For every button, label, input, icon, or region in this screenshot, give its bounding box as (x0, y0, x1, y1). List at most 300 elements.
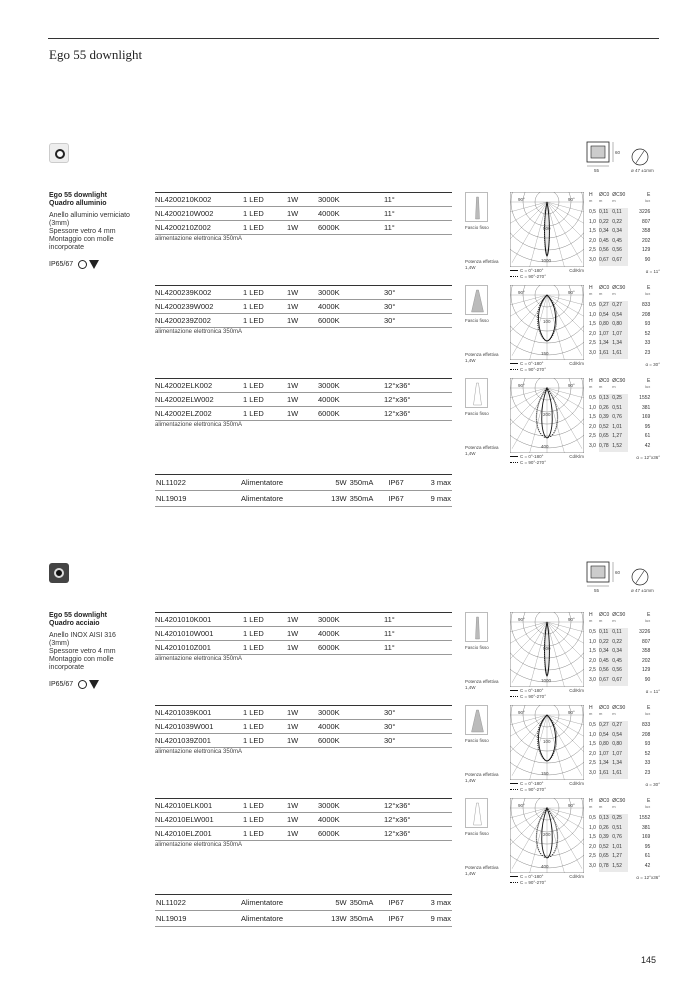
phot-cell: 1,52 (612, 862, 628, 872)
phot-cell: 0,27 (612, 721, 628, 731)
phot-cell: 0,11 (599, 628, 612, 638)
phot-cell: 1,61 (612, 349, 628, 359)
phot-cell: 0,54 (599, 731, 612, 741)
polar-scale-inner: 200 (543, 412, 551, 417)
product-row (155, 379, 452, 393)
phot-cell: 0,34 (612, 227, 628, 237)
phot-cell: 1,34 (599, 759, 612, 769)
cell-cct: 4000K (318, 720, 384, 734)
phot-cell: 90 (644, 256, 651, 263)
unit-e: lux (645, 198, 651, 203)
unit-c90: m (612, 291, 616, 296)
product-row (155, 286, 452, 300)
cell-cct: 3000K (318, 613, 384, 627)
lens-ring-icon (54, 568, 64, 578)
polar-angle-right: 90° (568, 383, 575, 388)
legend-dotted-swatch (510, 462, 518, 463)
dimension-drawing (585, 558, 665, 598)
cell-cct: 3000K (318, 706, 384, 720)
photometric-table (589, 285, 653, 359)
cell-beam: 12°x36° (384, 379, 452, 393)
cell-pw: 1W (287, 641, 318, 655)
col-c0: ØC0 (598, 798, 610, 804)
cell-beam: 12°x36° (384, 799, 452, 813)
phot-row (589, 349, 653, 359)
cell-beam: 12°x36° (384, 827, 452, 841)
phot-cell: 202 (641, 237, 651, 244)
cell-pw: 1W (287, 813, 318, 827)
unit-c0: m (598, 198, 603, 203)
col-e: E (646, 192, 651, 198)
col-e: E (646, 612, 651, 618)
phot-row (589, 721, 653, 731)
page-number: 145 (641, 955, 657, 965)
legend-c90 (510, 274, 584, 280)
unit-e: lux (645, 384, 651, 389)
phot-row (589, 237, 653, 247)
cd-unit: Cd/Klm (569, 874, 584, 879)
col-c0: ØC0 (598, 192, 610, 198)
certification-triangle-icon (89, 680, 99, 689)
phot-cell: 0,56 (612, 246, 628, 256)
cell-pw: 1W (287, 627, 318, 641)
cell-cct: 6000K (318, 407, 384, 421)
phot-cell: 0,22 (612, 638, 628, 648)
cutout-diameter-mark (636, 571, 644, 583)
polar-scale-inner: 100 (543, 319, 551, 324)
phot-cell: 52 (644, 330, 651, 337)
cell-beam: 30° (384, 720, 452, 734)
polar-scale-outer: 400 (541, 864, 549, 869)
page-title: Ego 55 downlight (49, 47, 143, 62)
phot-cell: 1,0 (589, 824, 596, 831)
unit-c90: m (612, 804, 616, 809)
phot-cell: 0,34 (599, 647, 612, 657)
legend-dotted-swatch (510, 369, 518, 370)
top-rule (48, 38, 659, 39)
phot-cell: 0,51 (612, 404, 628, 414)
legend-c90-text: C = 90°-270° (520, 460, 546, 465)
beam-shape-icon (465, 378, 488, 408)
unit-e: lux (645, 711, 651, 716)
cell-code: NL42010ELW001 (155, 813, 243, 827)
accessory-row (155, 895, 452, 911)
cell-code: NL42010ELZ001 (155, 827, 243, 841)
polar-angle-right: 90° (568, 803, 575, 808)
cell-beam: 12°x36° (384, 407, 452, 421)
col-c90: ØC90 (612, 378, 626, 384)
beam-angle-note: α = 11° (645, 269, 660, 274)
acc-power: 13W (322, 491, 347, 507)
legend-solid-swatch (510, 270, 518, 271)
cell-cct: 4000K (318, 207, 384, 221)
legend-dotted-swatch (510, 696, 518, 697)
cell-cct: 4000K (318, 813, 384, 827)
phot-cell: 0,27 (599, 301, 612, 311)
phot-cell: 2,5 (589, 247, 596, 254)
col-h: H (589, 285, 593, 291)
cell-code: NL4200239Z002 (155, 314, 243, 328)
unit-c90: m (612, 711, 616, 716)
legend-dotted-swatch (510, 276, 518, 277)
product-row (155, 613, 452, 627)
cell-code: NL4200239K002 (155, 286, 243, 300)
power-label-text: Potenza effettiva (465, 772, 499, 777)
cell-cct: 4000K (318, 393, 384, 407)
certification-circle-icon (78, 680, 87, 689)
polar-angle-left: 90° (518, 617, 525, 622)
description-line: incorporate (49, 244, 85, 251)
phot-row (589, 628, 653, 638)
cell-pw: 1W (287, 734, 318, 748)
phot-cell: 0,45 (599, 657, 612, 667)
phot-row (589, 218, 653, 228)
supply-note: alimentazione elettronica 350mA (155, 656, 243, 662)
beam-cone (472, 290, 484, 312)
col-h: H (589, 798, 593, 804)
product-subtitle: Quadro alluminio (49, 200, 107, 207)
phot-cell: 0,56 (599, 666, 612, 676)
phot-cell: 3,0 (589, 349, 596, 356)
acc-code: NL19019 (155, 491, 240, 507)
phot-cell: 1,5 (589, 321, 596, 328)
photometric-table (589, 798, 653, 872)
acc-current: 350mA (348, 475, 388, 491)
phot-cell: 0,52 (599, 423, 612, 433)
power-label (465, 679, 498, 690)
photometric-table (589, 192, 653, 266)
polar-svg (510, 798, 584, 873)
phot-row (589, 432, 653, 442)
polar-scale-outer: 400 (541, 444, 549, 449)
cell-cct: 3000K (318, 193, 384, 207)
supply-note: alimentazione elettronica 350mA (155, 749, 243, 755)
cell-code: NL42002ELZ002 (155, 407, 243, 421)
accessories-table (155, 474, 452, 507)
acc-current: 350mA (348, 911, 388, 927)
phot-cell: 0,67 (612, 256, 628, 266)
cell-code: NL42002ELK002 (155, 379, 243, 393)
beam-shape-svg (466, 193, 489, 223)
polar-angle-right: 90° (568, 710, 575, 715)
phot-cell: 0,45 (599, 237, 612, 247)
cell-pw: 1W (287, 379, 318, 393)
polar-angle-left: 90° (518, 290, 525, 295)
cell-beam: 30° (384, 706, 452, 720)
phot-units (589, 804, 653, 810)
cell-pw: 1W (287, 799, 318, 813)
phot-cell: 23 (644, 349, 651, 356)
polar-svg (510, 378, 584, 453)
polar-diagram (510, 705, 584, 785)
unit-h: m (589, 711, 593, 716)
cell-code: NL4200210W002 (155, 207, 243, 221)
legend-c0-text: C = 0°-180° (520, 874, 544, 879)
description-line: (3mm) (49, 640, 70, 647)
phot-cell: 0,45 (612, 237, 628, 247)
photometric-table (589, 378, 653, 452)
phot-cell: 2,5 (589, 433, 596, 440)
width-dim-label: 55 (594, 588, 600, 593)
cell-beam: 11° (384, 193, 452, 207)
cell-cct: 4000K (318, 300, 384, 314)
polar-legend (510, 781, 584, 793)
unit-c90: m (612, 198, 616, 203)
cell-cct: 6000K (318, 641, 384, 655)
product-thumbnail (49, 143, 69, 163)
phot-cell: 1,5 (589, 834, 596, 841)
phot-cell: 3,0 (589, 862, 596, 869)
cell-code: NL4201010W001 (155, 627, 243, 641)
polar-diagram (510, 192, 584, 272)
cell-leds: 1 LED (243, 393, 287, 407)
product-subtitle: Quadro acciaio (49, 620, 100, 627)
product-info (49, 612, 149, 689)
phot-cell: 33 (644, 340, 651, 347)
phot-cell: 0,54 (599, 311, 612, 321)
phot-cell: 93 (644, 321, 651, 328)
cell-pw: 1W (287, 300, 318, 314)
unit-e: lux (645, 804, 651, 809)
polar-legend (510, 268, 584, 280)
phot-row (589, 833, 653, 843)
cd-unit: Cd/Klm (569, 688, 584, 693)
cd-unit: Cd/Klm (569, 361, 584, 366)
beam-shape-icon (465, 192, 488, 222)
beam-angle-note: α = 30° (645, 362, 660, 367)
cell-pw: 1W (287, 827, 318, 841)
acc-power: 13W (322, 911, 347, 927)
unit-h: m (589, 198, 593, 203)
col-c0: ØC0 (598, 705, 610, 711)
power-label-text: Potenza effettiva (465, 679, 499, 684)
cell-pw: 1W (287, 706, 318, 720)
phot-row (589, 311, 653, 321)
power-label (465, 259, 498, 270)
phot-cell: 0,25 (612, 814, 628, 824)
phot-cell: 2,0 (589, 423, 596, 430)
phot-cell: 381 (641, 404, 651, 411)
beam-shape-svg (466, 379, 489, 409)
accessory-row (155, 475, 452, 491)
phot-cell: 95 (644, 423, 651, 430)
phot-cell: 1,0 (589, 731, 596, 738)
phot-cell: 2,0 (589, 657, 596, 664)
col-c90: ØC90 (612, 798, 626, 804)
cell-beam: 11° (384, 207, 452, 221)
phot-cell: 2,5 (589, 667, 596, 674)
accessory-row (155, 911, 452, 927)
unit-c0: m (598, 384, 603, 389)
fixture-body (591, 146, 605, 158)
polar-angle-right: 90° (568, 617, 575, 622)
phot-cell: 0,78 (599, 862, 612, 872)
phot-cell: 0,11 (612, 208, 628, 218)
phot-cell: 42 (644, 862, 651, 869)
cd-unit: Cd/Klm (569, 454, 584, 459)
cell-leds: 1 LED (243, 799, 287, 813)
cell-pw: 1W (287, 207, 318, 221)
product-row (155, 720, 452, 734)
phot-cell: 1,01 (612, 843, 628, 853)
legend-dotted-swatch (510, 789, 518, 790)
acc-max: 3 max (424, 475, 452, 491)
col-c0: ØC0 (598, 378, 610, 384)
ip-rating-line (49, 260, 149, 269)
phot-cell: 1,0 (589, 404, 596, 411)
polar-scale-inner: 200 (543, 832, 551, 837)
beam-shape-svg (466, 286, 489, 316)
cell-cct: 6000K (318, 314, 384, 328)
phot-row (589, 339, 653, 349)
legend-c0-text: C = 0°-180° (520, 454, 544, 459)
col-e: E (646, 378, 651, 384)
photometric-table (589, 612, 653, 686)
cell-leds: 1 LED (243, 314, 287, 328)
ip-rating: IP65/67 (49, 261, 74, 268)
phot-cell: 3,0 (589, 256, 596, 263)
polar-svg (510, 705, 584, 780)
cell-leds: 1 LED (243, 641, 287, 655)
cell-pw: 1W (287, 221, 318, 235)
phot-row (589, 246, 653, 256)
phot-units (589, 291, 653, 297)
phot-cell: 1,07 (612, 330, 628, 340)
dimension-svg (585, 558, 665, 598)
col-h: H (589, 378, 593, 384)
lens-ring-icon (55, 149, 65, 159)
phot-cell: 0,5 (589, 302, 596, 308)
fixed-beam-label: Fascio fisso (465, 645, 489, 650)
phot-row (589, 256, 653, 266)
phot-cell: 807 (641, 218, 651, 225)
legend-c0-text: C = 0°-180° (520, 781, 544, 786)
product-info (49, 192, 149, 269)
legend-c0-text: C = 0°-180° (520, 688, 544, 693)
phot-cell: 0,52 (599, 843, 612, 853)
power-value: 1,4W (465, 264, 476, 270)
cell-leds: 1 LED (243, 407, 287, 421)
phot-cell: 1,34 (612, 339, 628, 349)
cell-beam: 12°x36° (384, 813, 452, 827)
phot-row (589, 676, 653, 686)
phot-cell: 2,5 (589, 853, 596, 860)
acc-power: 5W (322, 475, 347, 491)
cell-beam: 30° (384, 314, 452, 328)
legend-c90-text: C = 90°-270° (520, 880, 546, 885)
phot-cell: 90 (644, 676, 651, 683)
phot-cell: 0,27 (599, 721, 612, 731)
phot-cell: 0,54 (612, 731, 628, 741)
phot-cell: 1,0 (589, 218, 596, 225)
product-code-table (155, 705, 452, 748)
phot-cell: 2,0 (589, 330, 596, 337)
phot-cell: 208 (641, 311, 651, 318)
beam-shape-svg (466, 613, 489, 643)
phot-row (589, 824, 653, 834)
unit-h: m (589, 804, 593, 809)
product-row (155, 393, 452, 407)
col-c0: ØC0 (598, 285, 610, 291)
beam-cone (472, 710, 484, 732)
phot-cell: 0,34 (612, 647, 628, 657)
phot-cell: 358 (641, 228, 651, 235)
cell-code: NL4201010Z001 (155, 641, 243, 655)
phot-cell: 1,5 (589, 648, 596, 655)
cell-pw: 1W (287, 193, 318, 207)
phot-cell: 0,22 (599, 218, 612, 228)
cell-code: NL4201039K001 (155, 706, 243, 720)
phot-cell: 1,5 (589, 741, 596, 748)
product-row (155, 407, 452, 421)
phot-cell: 3226 (639, 209, 651, 215)
phot-cell: 833 (641, 722, 651, 728)
acc-current: 350mA (348, 895, 388, 911)
cell-pw: 1W (287, 286, 318, 300)
phot-cell: 1,07 (599, 750, 612, 760)
legend-c90-text: C = 90°-270° (520, 694, 546, 699)
cutout-diameter-mark (636, 151, 644, 163)
beam-shape-svg (466, 706, 489, 736)
cell-pw: 1W (287, 613, 318, 627)
phot-cell: 1,61 (599, 349, 612, 359)
phot-cell: 2,0 (589, 237, 596, 244)
phot-cell: 0,76 (612, 833, 628, 843)
phot-cell: 42 (644, 442, 651, 449)
phot-cell: 3,0 (589, 442, 596, 449)
cell-pw: 1W (287, 393, 318, 407)
polar-angle-right: 90° (568, 290, 575, 295)
legend-solid-swatch (510, 690, 518, 691)
phot-cell: 1,52 (612, 442, 628, 452)
description-line: Anello INOX AISI 316 (49, 632, 116, 639)
supply-note: alimentazione elettronica 350mA (155, 329, 243, 335)
cell-leds: 1 LED (243, 627, 287, 641)
width-dim-label: 55 (594, 168, 600, 173)
unit-c90: m (612, 384, 616, 389)
phot-cell: 0,11 (599, 208, 612, 218)
cell-cct: 3000K (318, 799, 384, 813)
beam-angle-note: α = 11° (645, 689, 660, 694)
col-h: H (589, 612, 593, 618)
certification-circle-icon (78, 260, 87, 269)
acc-code: NL11022 (155, 475, 240, 491)
phot-cell: 2,5 (589, 760, 596, 767)
legend-c0-text: C = 0°-180° (520, 361, 544, 366)
phot-row (589, 442, 653, 452)
phot-cell: 1,61 (599, 769, 612, 779)
cell-pw: 1W (287, 720, 318, 734)
phot-cell: 1,07 (599, 330, 612, 340)
product-description (49, 632, 149, 672)
legend-solid-swatch (510, 783, 518, 784)
phot-cell: 1,01 (612, 423, 628, 433)
polar-legend (510, 688, 584, 700)
polar-legend (510, 874, 584, 886)
phot-cell: 129 (641, 247, 651, 254)
phot-cell: 1552 (639, 395, 651, 401)
polar-scale-outer: 150 (541, 351, 549, 356)
power-value: 1,4W (465, 684, 476, 690)
product-code-table (155, 798, 452, 841)
polar-angle-left: 90° (518, 803, 525, 808)
cell-code: NL4200210Z002 (155, 221, 243, 235)
phot-row (589, 769, 653, 779)
phot-cell: 1,0 (589, 638, 596, 645)
dimension-drawing (585, 138, 665, 178)
photometric-table (589, 705, 653, 779)
phot-cell: 0,11 (612, 628, 628, 638)
